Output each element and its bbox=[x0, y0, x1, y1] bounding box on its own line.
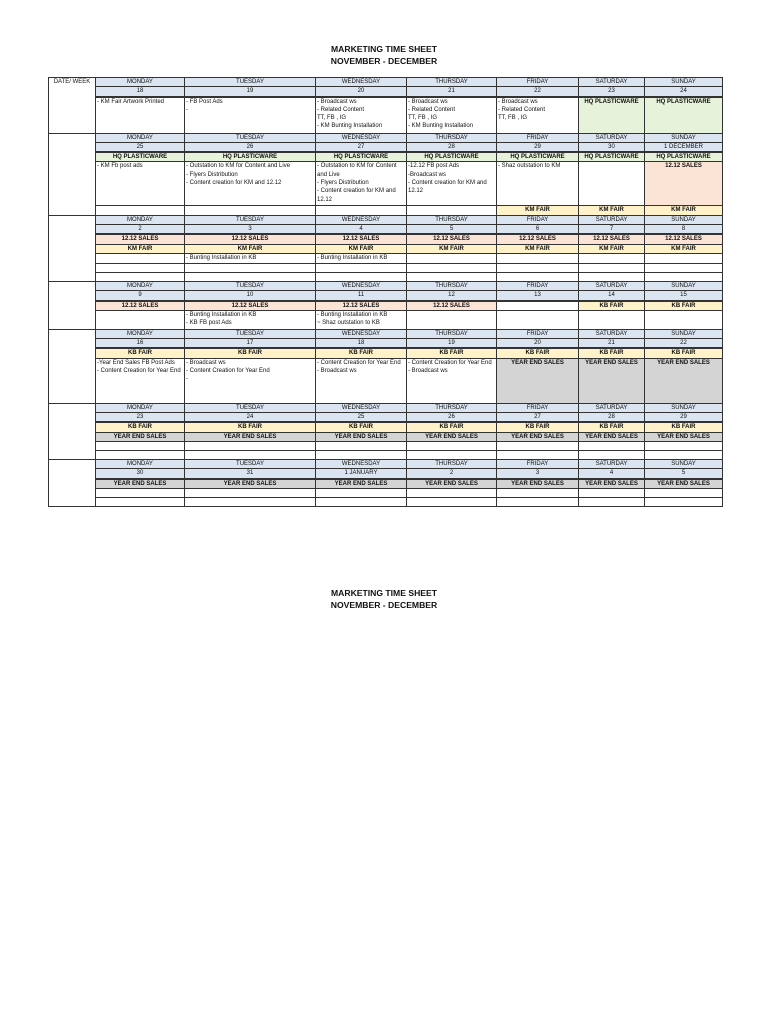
note-cell: -12.12 FB post Ads -Broadcast ws - Content creation for KM and 12.12 bbox=[407, 162, 497, 206]
table-row bbox=[49, 142, 723, 152]
note-cell bbox=[497, 310, 579, 329]
week-label-cell bbox=[49, 403, 96, 459]
day-label: SATURDAY bbox=[579, 78, 645, 87]
status-banner: KB FAIR bbox=[645, 422, 723, 432]
day-label: MONDAY bbox=[96, 281, 185, 290]
empty-cell bbox=[497, 497, 579, 506]
sheet-title-page1 bbox=[0, 43, 768, 67]
day-label: SUNDAY bbox=[645, 459, 723, 468]
table-row bbox=[49, 441, 723, 450]
week-label-cell bbox=[49, 281, 96, 329]
table-row bbox=[49, 133, 723, 142]
date-cell: 27 bbox=[316, 142, 407, 152]
status-banner: KB FAIR bbox=[497, 422, 579, 432]
table-row bbox=[49, 152, 723, 162]
date-cell: 22 bbox=[645, 339, 723, 349]
status-banner: KB FAIR bbox=[316, 422, 407, 432]
date-cell: 9 bbox=[96, 291, 185, 301]
status-banner: YEAR END SALES bbox=[185, 432, 316, 441]
empty-cell bbox=[497, 488, 579, 497]
note-cell: - Bunting Installation in KB bbox=[185, 253, 316, 263]
empty-cell bbox=[185, 497, 316, 506]
status-banner: YEAR END SALES bbox=[316, 432, 407, 441]
table-row bbox=[49, 422, 723, 432]
status-banner: YEAR END SALES bbox=[645, 432, 723, 441]
status-banner: HQ PLASTICWARE bbox=[645, 97, 723, 134]
note-cell: - Broadcast ws - Related Content TT, FB , IG - KM Bunting Installation bbox=[407, 97, 497, 134]
status-banner: KM FAIR bbox=[579, 206, 645, 215]
status-banner: YEAR END SALES bbox=[497, 432, 579, 441]
status-banner: HQ PLASTICWARE bbox=[96, 152, 185, 162]
status-banner bbox=[96, 206, 185, 215]
status-banner: KM FAIR bbox=[316, 244, 407, 253]
date-cell: 20 bbox=[497, 339, 579, 349]
day-label: THURSDAY bbox=[407, 215, 497, 224]
week-label-cell bbox=[49, 459, 96, 506]
status-banner: HQ PLASTICWARE bbox=[407, 152, 497, 162]
date-cell: 27 bbox=[497, 413, 579, 423]
note-cell bbox=[645, 253, 723, 263]
empty-cell bbox=[316, 488, 407, 497]
day-label: TUESDAY bbox=[185, 133, 316, 142]
table-row bbox=[49, 488, 723, 497]
note-cell: - Bunting Installation in KB ~ Shaz outstation to KB bbox=[316, 310, 407, 329]
day-label: SUNDAY bbox=[645, 215, 723, 224]
status-banner: KB FAIR bbox=[579, 422, 645, 432]
empty-cell bbox=[96, 450, 185, 459]
status-banner: KM FAIR bbox=[645, 244, 723, 253]
empty-cell bbox=[407, 272, 497, 281]
date-cell: 14 bbox=[579, 291, 645, 301]
status-banner: KB FAIR bbox=[185, 422, 316, 432]
date-cell: 23 bbox=[96, 413, 185, 423]
week-label-cell bbox=[49, 215, 96, 281]
day-label: FRIDAY bbox=[497, 78, 579, 87]
day-label: MONDAY bbox=[96, 133, 185, 142]
date-cell: 3 bbox=[497, 469, 579, 479]
day-label: MONDAY bbox=[96, 78, 185, 87]
date-cell: 30 bbox=[579, 142, 645, 152]
day-label: THURSDAY bbox=[407, 133, 497, 142]
day-label: TUESDAY bbox=[185, 215, 316, 224]
table-row bbox=[49, 78, 723, 87]
day-label: FRIDAY bbox=[497, 133, 579, 142]
note-cell bbox=[96, 253, 185, 263]
date-cell: 1 JANUARY bbox=[316, 469, 407, 479]
day-label: SATURDAY bbox=[579, 459, 645, 468]
day-label: SUNDAY bbox=[645, 403, 723, 412]
table-row bbox=[49, 291, 723, 301]
day-label: THURSDAY bbox=[407, 459, 497, 468]
table-row bbox=[49, 348, 723, 358]
note-cell: - FB Post Ads - bbox=[185, 97, 316, 134]
date-cell: 10 bbox=[185, 291, 316, 301]
table-row bbox=[49, 403, 723, 412]
status-banner: KM FAIR bbox=[497, 244, 579, 253]
day-label: SUNDAY bbox=[645, 78, 723, 87]
day-label: SATURDAY bbox=[579, 281, 645, 290]
day-label: THURSDAY bbox=[407, 403, 497, 412]
status-banner: 12.12 SALES bbox=[645, 234, 723, 244]
empty-cell bbox=[96, 497, 185, 506]
status-banner bbox=[316, 206, 407, 215]
empty-cell bbox=[645, 488, 723, 497]
date-cell: 3 bbox=[185, 225, 316, 235]
day-label: SATURDAY bbox=[579, 403, 645, 412]
day-label: SUNDAY bbox=[645, 133, 723, 142]
status-banner: HQ PLASTICWARE bbox=[185, 152, 316, 162]
date-cell: 15 bbox=[645, 291, 723, 301]
empty-cell bbox=[96, 272, 185, 281]
status-banner: KB FAIR bbox=[96, 422, 185, 432]
status-banner: KM FAIR bbox=[185, 244, 316, 253]
day-label: WEDNESDAY bbox=[316, 215, 407, 224]
date-cell: 30 bbox=[96, 469, 185, 479]
table-row bbox=[49, 479, 723, 489]
day-label: MONDAY bbox=[96, 459, 185, 468]
date-cell: 23 bbox=[579, 87, 645, 97]
note-cell bbox=[407, 310, 497, 329]
table-row bbox=[49, 162, 723, 206]
day-label: SATURDAY bbox=[579, 329, 645, 338]
day-label: WEDNESDAY bbox=[316, 281, 407, 290]
status-banner: 12.12 SALES bbox=[645, 162, 723, 206]
status-banner: KB FAIR bbox=[579, 348, 645, 358]
day-label: TUESDAY bbox=[185, 78, 316, 87]
table-row bbox=[49, 413, 723, 423]
date-cell: 20 bbox=[316, 87, 407, 97]
day-label: WEDNESDAY bbox=[316, 133, 407, 142]
status-banner: YEAR END SALES bbox=[96, 432, 185, 441]
day-label: TUESDAY bbox=[185, 281, 316, 290]
note-cell: - Bunting Installation in KB bbox=[316, 253, 407, 263]
status-banner: YEAR END SALES bbox=[497, 479, 579, 489]
day-label: FRIDAY bbox=[497, 281, 579, 290]
note-cell bbox=[497, 253, 579, 263]
empty-cell bbox=[497, 263, 579, 272]
status-banner: HQ PLASTICWARE bbox=[579, 152, 645, 162]
status-banner: YEAR END SALES bbox=[579, 432, 645, 441]
status-banner: 12.12 SALES bbox=[497, 234, 579, 244]
status-banner bbox=[497, 301, 579, 311]
status-banner: HQ PLASTICWARE bbox=[497, 152, 579, 162]
day-label: FRIDAY bbox=[497, 215, 579, 224]
empty-cell bbox=[579, 263, 645, 272]
day-label: WEDNESDAY bbox=[316, 459, 407, 468]
status-banner: 12.12 SALES bbox=[185, 234, 316, 244]
note-cell bbox=[96, 310, 185, 329]
date-cell: 25 bbox=[96, 142, 185, 152]
status-banner: KM FAIR bbox=[96, 244, 185, 253]
status-banner: YEAR END SALES bbox=[579, 479, 645, 489]
table-row bbox=[49, 329, 723, 338]
empty-cell bbox=[316, 272, 407, 281]
status-banner: 12.12 SALES bbox=[407, 234, 497, 244]
date-cell: 19 bbox=[185, 87, 316, 97]
status-banner: 12.12 SALES bbox=[185, 301, 316, 311]
week-label-cell bbox=[49, 329, 96, 403]
date-cell: 12 bbox=[407, 291, 497, 301]
date-cell: 17 bbox=[185, 339, 316, 349]
status-banner: 12.12 SALES bbox=[407, 301, 497, 311]
table-row bbox=[49, 469, 723, 479]
date-cell: 5 bbox=[407, 225, 497, 235]
sheet-title-page2 bbox=[0, 587, 768, 611]
status-banner: YEAR END SALES bbox=[316, 479, 407, 489]
table-row bbox=[49, 432, 723, 441]
empty-cell bbox=[96, 441, 185, 450]
table-row bbox=[49, 339, 723, 349]
day-label: MONDAY bbox=[96, 329, 185, 338]
status-banner: 12.12 SALES bbox=[316, 234, 407, 244]
empty-cell bbox=[407, 488, 497, 497]
table-row bbox=[49, 272, 723, 281]
day-label: WEDNESDAY bbox=[316, 78, 407, 87]
status-banner: KB FAIR bbox=[579, 301, 645, 311]
empty-cell bbox=[497, 272, 579, 281]
day-label: MONDAY bbox=[96, 215, 185, 224]
status-banner: 12.12 SALES bbox=[579, 234, 645, 244]
week-label-cell bbox=[49, 133, 96, 215]
empty-cell bbox=[645, 497, 723, 506]
day-label: FRIDAY bbox=[497, 403, 579, 412]
table-row bbox=[49, 225, 723, 235]
empty-cell bbox=[645, 263, 723, 272]
status-banner: HQ PLASTICWARE bbox=[579, 97, 645, 134]
date-cell: 18 bbox=[96, 87, 185, 97]
day-label: FRIDAY bbox=[497, 459, 579, 468]
status-banner: KM FAIR bbox=[407, 244, 497, 253]
date-cell: 24 bbox=[185, 413, 316, 423]
week-label-cell: DATE/ WEEK bbox=[49, 78, 96, 134]
note-cell bbox=[579, 162, 645, 206]
status-banner: KB FAIR bbox=[645, 348, 723, 358]
table-row bbox=[49, 253, 723, 263]
day-label: WEDNESDAY bbox=[316, 403, 407, 412]
date-cell: 13 bbox=[497, 291, 579, 301]
empty-cell bbox=[407, 263, 497, 272]
date-cell: 26 bbox=[185, 142, 316, 152]
empty-cell bbox=[645, 272, 723, 281]
date-cell: 5 bbox=[645, 469, 723, 479]
empty-cell bbox=[645, 441, 723, 450]
status-banner: 12.12 SALES bbox=[96, 301, 185, 311]
sheet-title: MARKETING TIME SHEET bbox=[331, 44, 437, 54]
status-banner: KB FAIR bbox=[407, 348, 497, 358]
status-banner: KB FAIR bbox=[96, 348, 185, 358]
note-cell: - Content Creation for Year End - Broadcast ws bbox=[407, 358, 497, 403]
day-label: MONDAY bbox=[96, 403, 185, 412]
note-cell: - Outstation to KM for Content and Live - Flyers Distribution - Content creation for KM and 12.12 bbox=[185, 162, 316, 206]
date-cell: 7 bbox=[579, 225, 645, 235]
status-banner bbox=[407, 206, 497, 215]
day-label: TUESDAY bbox=[185, 403, 316, 412]
date-cell: 21 bbox=[407, 87, 497, 97]
status-banner: KM FAIR bbox=[579, 244, 645, 253]
status-banner: HQ PLASTICWARE bbox=[645, 152, 723, 162]
empty-cell bbox=[579, 450, 645, 459]
status-banner: YEAR END SALES bbox=[185, 479, 316, 489]
table-row bbox=[49, 310, 723, 329]
empty-cell bbox=[185, 450, 316, 459]
date-cell: 24 bbox=[645, 87, 723, 97]
date-cell: 2 bbox=[96, 225, 185, 235]
empty-cell bbox=[579, 497, 645, 506]
status-banner: KB FAIR bbox=[407, 422, 497, 432]
note-cell bbox=[579, 310, 645, 329]
sheet-subtitle: NOVEMBER - DECEMBER bbox=[330, 600, 438, 610]
empty-cell bbox=[185, 263, 316, 272]
day-label: SATURDAY bbox=[579, 215, 645, 224]
status-banner: HQ PLASTICWARE bbox=[316, 152, 407, 162]
table-row bbox=[49, 281, 723, 290]
empty-cell bbox=[316, 263, 407, 272]
table-row bbox=[49, 97, 723, 134]
table-row bbox=[49, 301, 723, 311]
day-label: THURSDAY bbox=[407, 281, 497, 290]
status-banner: YEAR END SALES bbox=[645, 358, 723, 403]
day-label: SUNDAY bbox=[645, 281, 723, 290]
day-label: FRIDAY bbox=[497, 329, 579, 338]
date-cell: 21 bbox=[579, 339, 645, 349]
status-banner: KB FAIR bbox=[316, 348, 407, 358]
empty-cell bbox=[579, 272, 645, 281]
empty-cell bbox=[316, 441, 407, 450]
empty-cell bbox=[497, 441, 579, 450]
date-cell: 26 bbox=[407, 413, 497, 423]
empty-cell bbox=[185, 441, 316, 450]
table-row bbox=[49, 234, 723, 244]
status-banner: KM FAIR bbox=[645, 206, 723, 215]
status-banner bbox=[185, 206, 316, 215]
empty-cell bbox=[316, 450, 407, 459]
date-cell: 11 bbox=[316, 291, 407, 301]
status-banner: KB FAIR bbox=[497, 348, 579, 358]
status-banner: YEAR END SALES bbox=[96, 479, 185, 489]
status-banner: YEAR END SALES bbox=[407, 479, 497, 489]
day-label: THURSDAY bbox=[407, 329, 497, 338]
note-cell bbox=[407, 253, 497, 263]
status-banner: YEAR END SALES bbox=[579, 358, 645, 403]
status-banner: YEAR END SALES bbox=[645, 479, 723, 489]
empty-cell bbox=[579, 441, 645, 450]
sheet-subtitle: NOVEMBER - DECEMBER bbox=[330, 56, 438, 66]
date-cell: 1 DECEMBER bbox=[645, 142, 723, 152]
date-cell: 19 bbox=[407, 339, 497, 349]
note-cell: - Broadcast ws - Related Content TT, FB , IG - KM Bunting Installation bbox=[316, 97, 407, 134]
note-cell: - Broadcast ws - Related Content TT, FB , IG bbox=[497, 97, 579, 134]
day-label: TUESDAY bbox=[185, 459, 316, 468]
status-banner: 12.12 SALES bbox=[316, 301, 407, 311]
empty-cell bbox=[645, 450, 723, 459]
date-cell: 29 bbox=[645, 413, 723, 423]
note-cell: - Outstation to KM for Content and Live - Flyers Distribution - Content creation for KM and 12.12 bbox=[316, 162, 407, 206]
note-cell: - Shaz outstation to KM bbox=[497, 162, 579, 206]
date-cell: 6 bbox=[497, 225, 579, 235]
status-banner: YEAR END SALES bbox=[497, 358, 579, 403]
day-label: WEDNESDAY bbox=[316, 329, 407, 338]
note-cell: - KM Fb post ads bbox=[96, 162, 185, 206]
status-banner: YEAR END SALES bbox=[407, 432, 497, 441]
date-cell: 2 bbox=[407, 469, 497, 479]
table-row bbox=[49, 263, 723, 272]
time-sheet-table bbox=[48, 77, 723, 507]
date-cell: 18 bbox=[316, 339, 407, 349]
status-banner: 12.12 SALES bbox=[96, 234, 185, 244]
day-label: SUNDAY bbox=[645, 329, 723, 338]
table-row bbox=[49, 244, 723, 253]
note-cell bbox=[579, 253, 645, 263]
note-cell: - KM Fair Artwork Printed bbox=[96, 97, 185, 134]
day-label: THURSDAY bbox=[407, 78, 497, 87]
sheet-title: MARKETING TIME SHEET bbox=[331, 588, 437, 598]
table-row bbox=[49, 206, 723, 215]
day-label: TUESDAY bbox=[185, 329, 316, 338]
empty-cell bbox=[407, 450, 497, 459]
table-row bbox=[49, 459, 723, 468]
note-cell: - Content Creation for Year End - Broadcast ws bbox=[316, 358, 407, 403]
status-banner: KM FAIR bbox=[497, 206, 579, 215]
date-cell: 25 bbox=[316, 413, 407, 423]
note-cell: -Year End Sales FB Post Ads - Content Creation for Year End bbox=[96, 358, 185, 403]
date-cell: 29 bbox=[497, 142, 579, 152]
empty-cell bbox=[407, 497, 497, 506]
table-row bbox=[49, 497, 723, 506]
empty-cell bbox=[96, 263, 185, 272]
date-cell: 16 bbox=[96, 339, 185, 349]
date-cell: 4 bbox=[316, 225, 407, 235]
empty-cell bbox=[316, 497, 407, 506]
note-cell bbox=[645, 310, 723, 329]
note-cell: - Broadcast ws - Content Creation for Year End - bbox=[185, 358, 316, 403]
date-cell: 31 bbox=[185, 469, 316, 479]
table-row bbox=[49, 450, 723, 459]
empty-cell bbox=[497, 450, 579, 459]
date-cell: 28 bbox=[579, 413, 645, 423]
date-cell: 28 bbox=[407, 142, 497, 152]
empty-cell bbox=[185, 488, 316, 497]
table-row bbox=[49, 87, 723, 97]
empty-cell bbox=[579, 488, 645, 497]
date-cell: 4 bbox=[579, 469, 645, 479]
date-cell: 8 bbox=[645, 225, 723, 235]
note-cell: - Bunting Installation in KB - KB FB post Ads bbox=[185, 310, 316, 329]
day-label: SATURDAY bbox=[579, 133, 645, 142]
empty-cell bbox=[407, 441, 497, 450]
table-row bbox=[49, 215, 723, 224]
status-banner: KB FAIR bbox=[185, 348, 316, 358]
date-cell: 22 bbox=[497, 87, 579, 97]
status-banner: KB FAIR bbox=[645, 301, 723, 311]
empty-cell bbox=[96, 488, 185, 497]
empty-cell bbox=[185, 272, 316, 281]
table-row bbox=[49, 358, 723, 403]
